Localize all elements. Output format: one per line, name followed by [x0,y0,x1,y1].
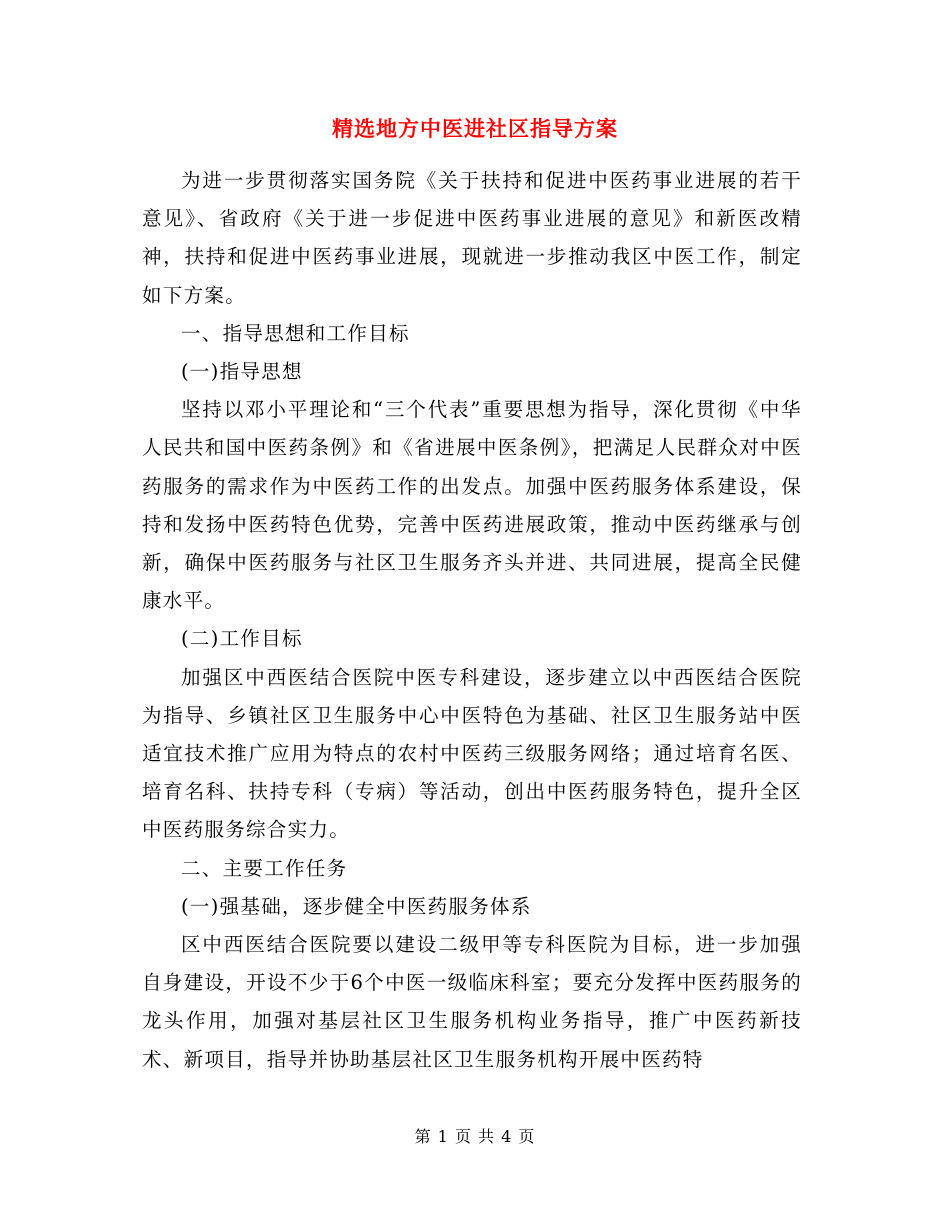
heading-section-1: 一、指导思想和工作目标 [181,321,410,345]
paragraph-guiding-ideology: 坚持以邓小平理论和“三个代表”重要思想为指导，深化贯彻《中华人民共和国中医药条例》和《省进展中医条例》，把满足人民群众对中医药服务的需求作为中医药工作的出发点。加强中医药服务体系建设，保持和发扬中医药特色优势，完善中医药进展政策，推动中医药继承与创新，确保中医药服务与社区卫生服务齐头并进、共同进展，提高全民健康水平。 [142,398,802,613]
page-footer [0,1125,950,1149]
heading-strengthen-foundation: (一)强基础，逐步健全中医药服务体系 [181,894,532,918]
paragraph-work-goals: 加强区中西医结合医院中医专科建设，逐步建立以中西医结合医院为指导、乡镇社区卫生服务中心中医特色为基础、社区卫生服务站中医适宜技术推广应用为特点的农村中医药三级服务网络；通过培育名医、培育名科、扶持专科（专病）等活动，创出中医药服务特色，提升全区中医药服务综合实力。 [142,665,802,842]
page-number-label: 第 1 页 共 4 页 [414,1127,536,1146]
paragraph-strengthen-foundation: 区中西医结合医院要以建设二级甲等专科医院为目标，进一步加强自身建设，开设不少于6个中医一级临床科室；要充分发挥中医药服务的龙头作用，加强对基层社区卫生服务机构业务指导，推广中医药新技术、新项目，指导并协助基层社区卫生服务机构开展中医药特 [142,933,802,1071]
document-body [142,162,802,1079]
heading-guiding-ideology: (一)指导思想 [181,360,303,384]
heading-work-goals: (二)工作目标 [181,627,303,651]
paragraph-intro: 为进一步贯彻落实国务院《关于扶持和促进中医药事业进展的若干意见》、省政府《关于进一步促进中医药事业进展的意见》和新医改精神，扶持和促进中医药事业进展，现就进一步推动我区中医工作，制定如下方案。 [142,169,802,307]
heading-section-2: 二、主要工作任务 [181,856,348,880]
document-title: 精选地方中医进社区指导方案 [332,116,618,141]
